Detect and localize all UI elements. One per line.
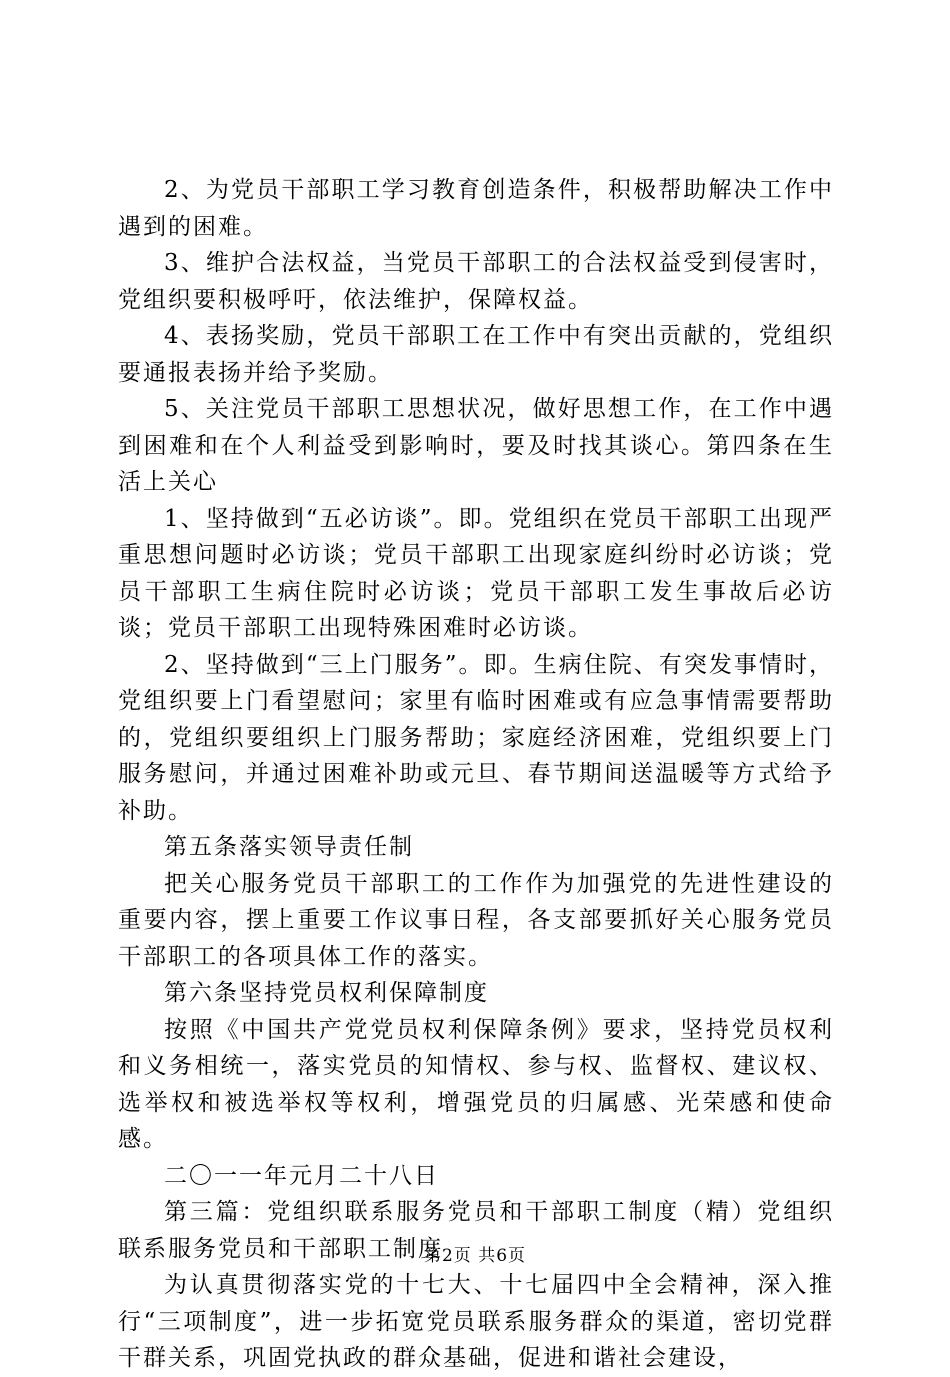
part-three-intro: 为认真贯彻落实党的十七大、十七届四中全会精神，深入推行“三项制度”，进一步拓宽党员联系服务群众的渠道，密切党群干群关系，巩固党执政的群众基础，促进和谐社会建设， xyxy=(118,1272,834,1371)
paragraph-item-2: 2、为党员干部职工学习教育创造条件，积极帮助解决工作中遇到的困难。 xyxy=(118,177,834,240)
paragraph-item-5: 5、关注党员干部职工思想状况，做好思想工作，在工作中遇到困难和在个人利益受到影响时，要及时找其谈心。第四条在生活上关心 xyxy=(118,396,834,495)
page-number-footer: 第2页 共6页 xyxy=(423,1246,527,1266)
article-six-body: 按照《中国共产党党员权利保障条例》要求，坚持党员权利和义务相统一，落实党员的知情权、参与权、监督权、建议权、选举权和被选举权等权利，增强党员的归属感、光荣感和使命感。 xyxy=(118,1016,834,1152)
paragraph-item-4: 4、表扬奖励，党员干部职工在工作中有突出贡献的，党组织要通报表扬并给予奖励。 xyxy=(118,323,834,386)
paragraph-three-door-service: 2、坚持做到“三上门服务”。即。生病住院、有突发事情时，党组织要上门看望慰问；家里有临时困难或有应急事情需要帮助的，党组织要组织上门服务帮助；家庭经济困难，党组织要上门服务慰问，并通过困难补助或元旦、春节期间送温暖等方式给予补助。 xyxy=(118,651,834,824)
article-five-body: 把关心服务党员干部职工的工作作为加强党的先进性建设的重要内容，摆上重要工作议事日程，各支部要抓好关心服务党员干部职工的各项具体工作的落实。 xyxy=(118,870,834,970)
document-body xyxy=(118,172,834,1377)
article-five-heading: 第五条落实领导责任制 xyxy=(164,834,414,860)
paragraph-five-visits: 1、坚持做到“五必访谈”。即。党组织在党员干部职工出现严重思想问题时必访谈；党员干部职工出现家庭纠纷时必访谈；党员干部职工生病住院时必访谈；党员干部职工发生事故后必访谈；党员干部职工出现特殊困难时必访谈。 xyxy=(118,505,834,641)
paragraph-item-3: 3、维护合法权益，当党员干部职工的合法权益受到侵害时，党组织要积极呼吁，依法维护，保障权益。 xyxy=(118,250,834,313)
part-three-title: 第三篇：党组织联系服务党员和干部职工制度（精）党组织联系服务党员和干部职工制度 xyxy=(118,1199,834,1262)
article-six-heading: 第六条坚持党员权利保障制度 xyxy=(164,980,489,1006)
document-date: 二〇一一年元月二十八日 xyxy=(164,1162,439,1189)
